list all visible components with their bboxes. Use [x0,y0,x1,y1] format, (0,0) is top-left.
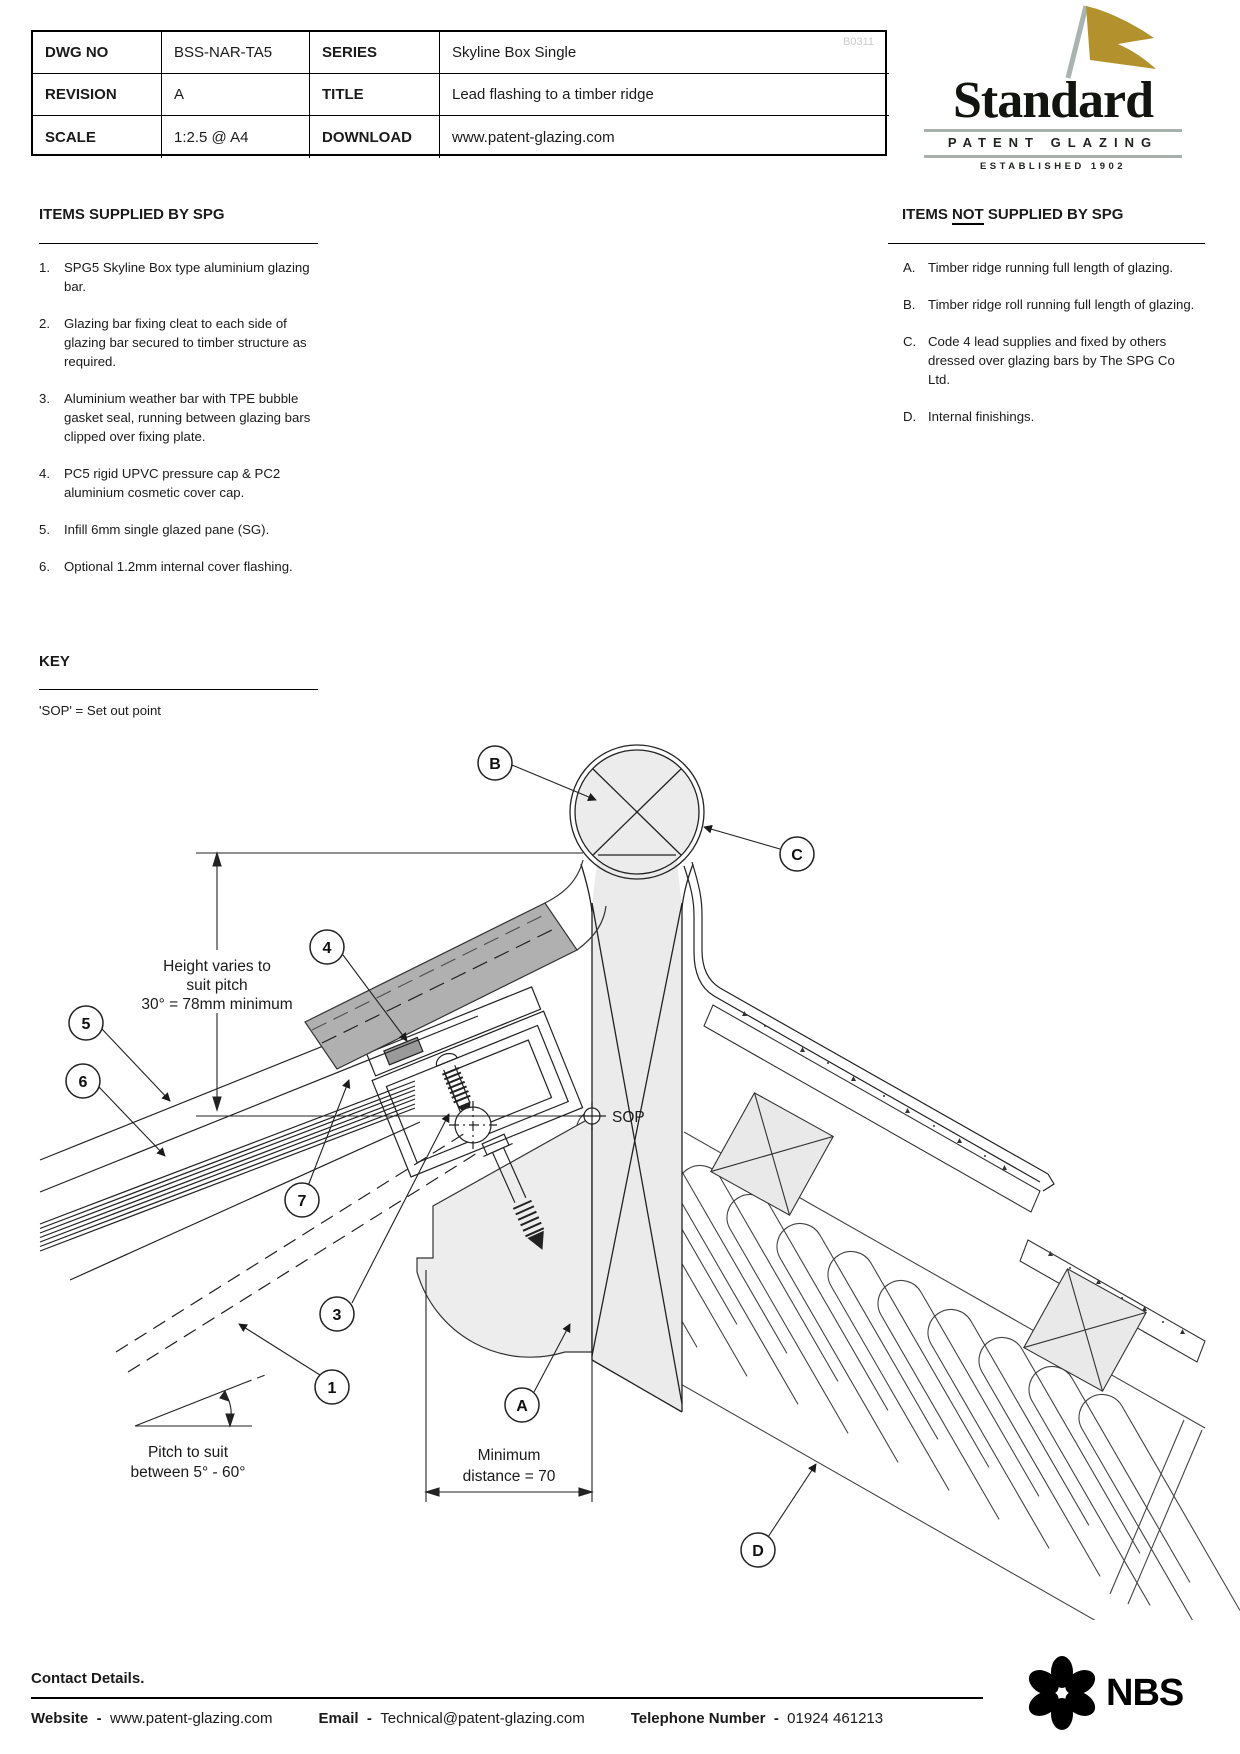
balloon-4 [310,930,344,964]
svg-text:Minimum: Minimum [477,1447,541,1464]
supplied-rule [39,243,318,244]
not-supplied-heading: ITEMS NOT SUPPLIED BY SPG [902,206,1124,223]
balloon-d [741,1533,775,1567]
balloon-6 [66,1064,100,1098]
not-supplied-rule [888,243,1205,244]
website-item: Website - www.patent-glazing.com [31,1710,273,1727]
list-item: 6. Optional 1.2mm internal cover flashing. [39,559,293,574]
key-text: 'SOP' = Set out point [39,703,161,718]
svg-text:6: 6 [78,1074,88,1091]
email-link[interactable]: Technical@patent-glazing.com [380,1710,585,1727]
scale-label: SCALE [33,116,162,158]
flag-icon [1046,0,1166,84]
supplied-heading: ITEMS SUPPLIED BY SPG [39,206,225,223]
list-item: 1. SPG5 Skyline Box type aluminium glazing bar. [39,260,310,294]
email-item: Email - Technical@patent-glazing.com [318,1710,585,1727]
pitch-indicator [135,1374,268,1426]
company-logo [918,24,1188,174]
svg-text:Height varies to: Height varies to [163,958,271,975]
phone-number: 01924 461213 [787,1710,884,1727]
svg-text:5: 5 [81,1016,91,1033]
revision-label: REVISION [33,74,162,116]
scale-value: 1:2.5 @ A4 [162,116,310,158]
svg-text:7: 7 [297,1193,307,1210]
balloon-b [478,746,512,780]
svg-text:between 5° - 60°: between 5° - 60° [130,1464,246,1481]
svg-text:B: B [489,756,501,773]
series-value: Skyline Box Single [440,32,889,74]
balloon-1 [315,1370,349,1404]
svg-text:3: 3 [332,1307,342,1324]
download-label: DOWNLOAD [310,116,440,158]
svg-text:30° = 78mm minimum: 30° = 78mm minimum [141,996,293,1013]
balloon-7 [285,1183,319,1217]
revision-value: A [162,74,310,116]
timber-structure [417,1117,592,1357]
drawing-info-table [31,30,887,156]
logo-rule-bottom [924,155,1182,158]
logo-name: Standard [952,72,1154,129]
balloon-5 [69,1006,103,1040]
contact-rule [31,1697,983,1699]
list-item: 4. PC5 rigid UPVC pressure cap & PC2 aluminium cosmetic cover cap. [39,466,281,500]
svg-text:D: D [752,1543,764,1560]
nbs-logo [1020,1648,1183,1738]
svg-text:Pitch to suit: Pitch to suit [147,1444,229,1461]
title-value: Lead flashing to a timber ridge [440,74,889,116]
svg-text:distance = 70: distance = 70 [462,1468,556,1485]
nbs-text: NBS [1106,1671,1184,1714]
dwg-no-label: DWG NO [33,32,162,74]
svg-text:1: 1 [327,1380,337,1397]
supplied-list [39,258,339,594]
underlined-not: NOT [952,206,984,223]
phone-item: Telephone Number - 01924 461213 [630,1710,884,1727]
svg-text:4: 4 [322,940,332,957]
svg-text:suit pitch: suit pitch [186,977,248,994]
list-item: C. Code 4 lead supplies and fixed by others dressed over glazing bars by The SPG Co Ltd. [903,334,1175,387]
key-heading: KEY [39,653,70,670]
website-link[interactable]: www.patent-glazing.com [109,1710,273,1727]
technical-drawing [0,640,1240,1620]
list-item: B. Timber ridge roll running full length of glazing. [903,297,1195,312]
list-item: 5. Infill 6mm single glazed pane (SG). [39,522,270,537]
logo-established: ESTABLISHED 1902 [979,161,1127,172]
timber-ridge [592,855,682,1412]
balloon-3 [320,1297,354,1331]
contact-heading: Contact Details. [31,1670,145,1687]
balloon-c [780,837,814,871]
leader-lines [99,765,816,1537]
watermark-code: B0311 [843,36,874,48]
list-item: 3. Aluminium weather bar with TPE bubble gasket seal, running between glazing bars clipped over fixing plate. [39,391,311,444]
list-item: A. Timber ridge running full length of glazing. [903,260,1174,275]
download-link[interactable]: www.patent-glazing.com [452,128,615,146]
list-item: 2. Glazing bar fixing cleat to each side of glazing bar secured to timber structure as required. [39,316,307,369]
logo-subtitle: PATENT GLAZING [947,135,1159,150]
sop-label: SOP [612,1109,645,1126]
nbs-flower-icon [1020,1648,1104,1738]
contact-row [31,1710,991,1727]
series-label: SERIES [310,32,440,74]
title-label: TITLE [310,74,440,116]
dwg-no-value: BSS-NAR-TA5 [162,32,310,74]
svg-text:C: C [791,847,803,864]
svg-text:A: A [516,1398,528,1415]
not-supplied-list [903,258,1223,444]
balloon-a [505,1388,539,1422]
list-item: D. Internal finishings. [903,409,1035,424]
